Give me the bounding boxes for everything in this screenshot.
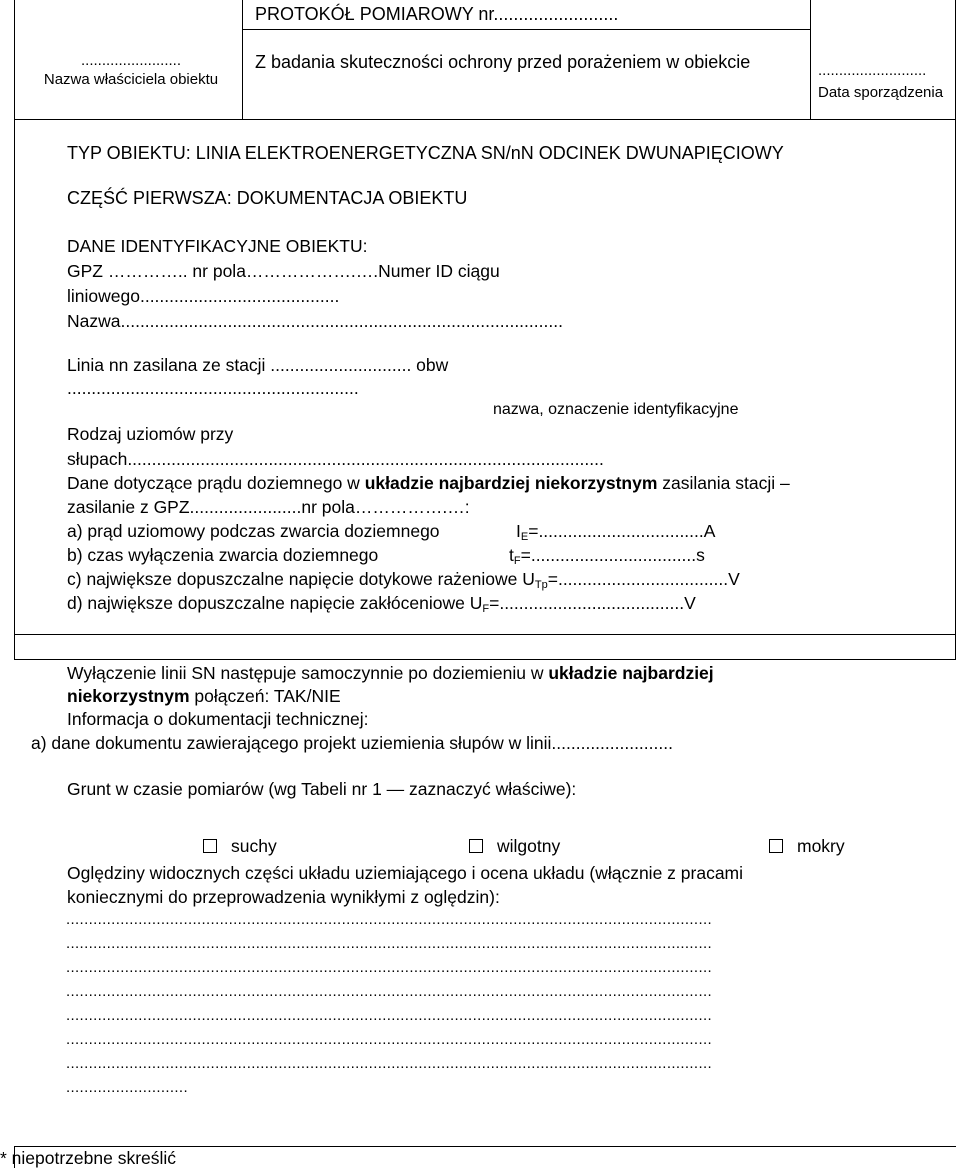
header-divider-2 [810,0,811,119]
inspection-dot-line: ............................................................................................................................................... [66,983,712,1000]
footnote-border [14,1146,956,1147]
inspection-dot-line: ............................................................................................................................................... [66,959,712,976]
object-type-heading: TYP OBIEKTU: LINIA ELEKTROENERGETYCZNA SN/nN ODCINEK DWUNAPIĘCIOWY [67,143,784,163]
fault-intro-bold: układzie najbardziej niekorzystnym [364,473,658,493]
inspection-dot-line: ............................................................................................................................................... [66,1031,712,1048]
header-bottom-border [14,119,956,120]
inspection-line-2: koniecznymi do przeprowadzenia wynikłymi z oględzin): [67,887,500,907]
soil-option-wet[interactable]: mokry [769,836,845,857]
checkbox-moist[interactable] [469,839,483,853]
header-title-underline [242,29,810,30]
item-b-label: b) czas wyłączenia zwarcia doziemnego [67,545,379,565]
owner-label: Nazwa właściciela obiektu [43,71,219,88]
item-a-value: $I_E=..................................A$ [516,521,716,543]
supply-caption: nazwa, oznaczenie identyfikacyjne [493,401,739,418]
date-dots: .......................... [818,62,927,79]
supply-station-line: Linia nn zasilana ze stacji ............................. obw [67,355,449,375]
trip-line-2: niekorzystnym połączeń: TAK/NIE [67,686,341,706]
part-one-heading: CZĘŚĆ PIERWSZA: DOKUMENTACJA OBIEKTU [67,188,468,208]
earthing-type-line2: słupach.................................................................................................. [67,449,604,469]
table-border-left [14,0,15,660]
gpz-line: GPZ ………….. nr pola……………….….Numer ID ciągu [67,261,500,281]
fault-current-intro [67,473,790,494]
inspection-dot-line: ............................................................................................................................................... [66,1007,712,1024]
docs-heading: Informacja o dokumentacji technicznej: [67,709,369,729]
earthing-type-line1: Rodzaj uziomów przy [67,424,234,444]
inspection-dot-line: ............................................................................................................................................... [66,911,712,928]
inspection-dot-line: ........................... [66,1079,188,1096]
item-c-line: c) największe dopuszczalne napięcie dotykowe rażeniowe $U_{Tp}=...................................V$ [67,569,740,591]
fault-intro-text-a: Dane dotyczące prądu doziemnego w [67,473,365,493]
checkbox-dry[interactable] [203,839,217,853]
supply-station-dots: ............................................................ [67,378,359,398]
soil-option-dry[interactable]: suchy [203,836,277,857]
line-id-continuation: liniowego......................................... [67,286,340,306]
gpz-supply-line: zasilanie z GPZ.......................nr pola…………….…: [67,497,470,517]
item-d-line: d) największe dopuszczalne napięcie zakłóceniowe $U_F=......................................V$ [67,593,696,615]
object-name-line: Nazwa........................................................................................... [67,311,563,331]
docs-item-a: a) dane dokumentu zawierającego projekt uziemienia słupów w linii......................... [31,733,673,753]
fault-intro-text-b: zasilania stacji – [657,473,790,493]
protocol-description: Z badania skuteczności ochrony przed porażeniem w obiekcie [255,52,751,72]
section-one-bottom-border [14,634,956,635]
header-divider-1 [242,0,243,119]
protocol-title: PROTOKÓŁ POMIAROWY nr......................... [255,4,619,24]
soil-heading: Grunt w czasie pomiarów (wg Tabeli nr 1 — zaznaczyć właściwe): [67,779,577,799]
inspection-line-1: Oględziny widocznych części układu uziemiającego i ocena układu (włącznie z pracami [67,863,744,883]
inspection-dot-line: ............................................................................................................................................... [66,1055,712,1072]
trip-line-1: Wyłączenie linii SN następuje samoczynnie po doziemieniu w układzie najbardziej [67,663,714,683]
owner-dots: ........................ [80,52,182,69]
section-two-top-border [14,659,956,660]
identification-heading: DANE IDENTYFIKACYJNE OBIEKTU: [67,236,368,256]
owner-cell [29,51,233,89]
soil-option-moist[interactable]: wilgotny [469,836,560,857]
inspection-dot-line: ............................................................................................................................................... [66,935,712,952]
checkbox-wet[interactable] [769,839,783,853]
item-b-value: $t_F=..................................s$ [509,545,705,567]
footnote: * niepotrzebne skreślić [0,1148,177,1168]
item-a-label: a) prąd uziomowy podczas zwarcia doziemnego [67,521,440,541]
date-cell [818,60,958,104]
date-label: Data sporządzenia [818,84,944,101]
